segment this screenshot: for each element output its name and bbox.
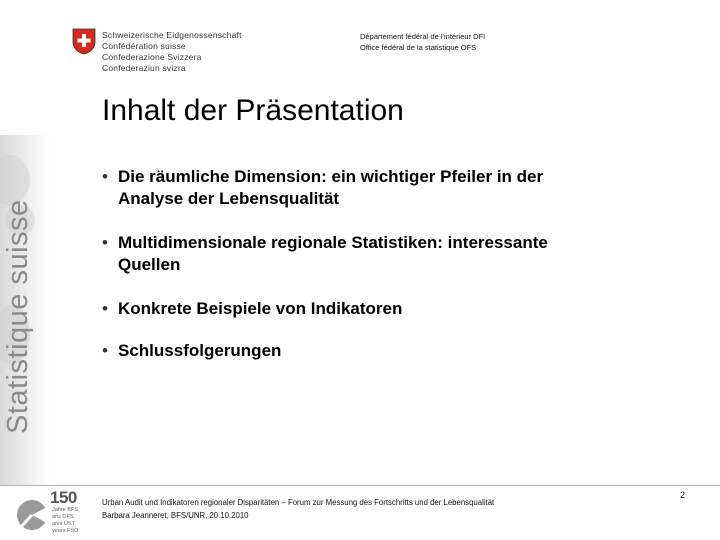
bullet-item xyxy=(102,298,682,320)
bullet-list xyxy=(102,166,682,362)
footer-divider xyxy=(0,485,720,486)
bullet-text-line: Konkrete Beispiele von Indikatoren xyxy=(118,299,403,318)
slide-title: Inhalt der Präsentation xyxy=(102,94,404,127)
bfs-logo-icon xyxy=(16,498,48,532)
bullet-text-line: Analyse der Lebensqualität xyxy=(118,189,340,208)
department-name: Département fédéral de l'intérieur DFI xyxy=(360,32,486,41)
logo-subtext: ans OFS xyxy=(52,514,74,520)
bullet-text-line: Multidimensionale regionale Statistiken: interessante xyxy=(118,233,548,252)
logo-subtext: anni UST xyxy=(52,521,75,527)
footer-presentation-title: Urban Audit und Indikatoren regionaler Disparitäten – Forum zur Messung des Fortschritts und der Lebensqualität xyxy=(102,498,495,507)
confederation-name-it: Confederazione Svizzera xyxy=(102,52,202,62)
bullet-text-line: Quellen xyxy=(118,255,181,274)
statistique-suisse-label: Statistique suisse xyxy=(2,199,34,434)
logo-number: 150 xyxy=(50,488,77,507)
bullet-item xyxy=(102,232,682,276)
logo-subtext: Jahre BFS xyxy=(52,507,78,513)
bullet-item xyxy=(102,340,682,362)
band-photo-shape xyxy=(0,155,30,205)
page-number: 2 xyxy=(680,490,686,500)
bullet-text-line: Die räumliche Dimension: ein wichtiger Pfeiler in der xyxy=(118,167,544,186)
logo-subtext: years FSO xyxy=(52,528,79,534)
swiss-coat-of-arms-icon xyxy=(72,28,96,55)
bullet-marker: • xyxy=(102,299,108,318)
confederation-name-de: Schweizerische Eidgenossenschaft xyxy=(102,30,242,40)
footer-author-date: Barbara Jeanneret, BFS/UNR, 20.10.2010 xyxy=(102,511,249,520)
bfs-150-years-logo xyxy=(16,490,102,536)
confederation-name-fr: Confédération suisse xyxy=(102,41,186,51)
bullet-text-line: Schlussfolgerungen xyxy=(118,341,282,360)
bullet-marker: • xyxy=(102,167,108,186)
bullet-marker: • xyxy=(102,233,108,252)
confederation-name-rm: Confederaziun svizra xyxy=(102,63,186,73)
bullet-item xyxy=(102,166,682,210)
office-name: Office fédéral de la statistique OFS xyxy=(360,43,477,52)
bullet-marker: • xyxy=(102,341,108,360)
